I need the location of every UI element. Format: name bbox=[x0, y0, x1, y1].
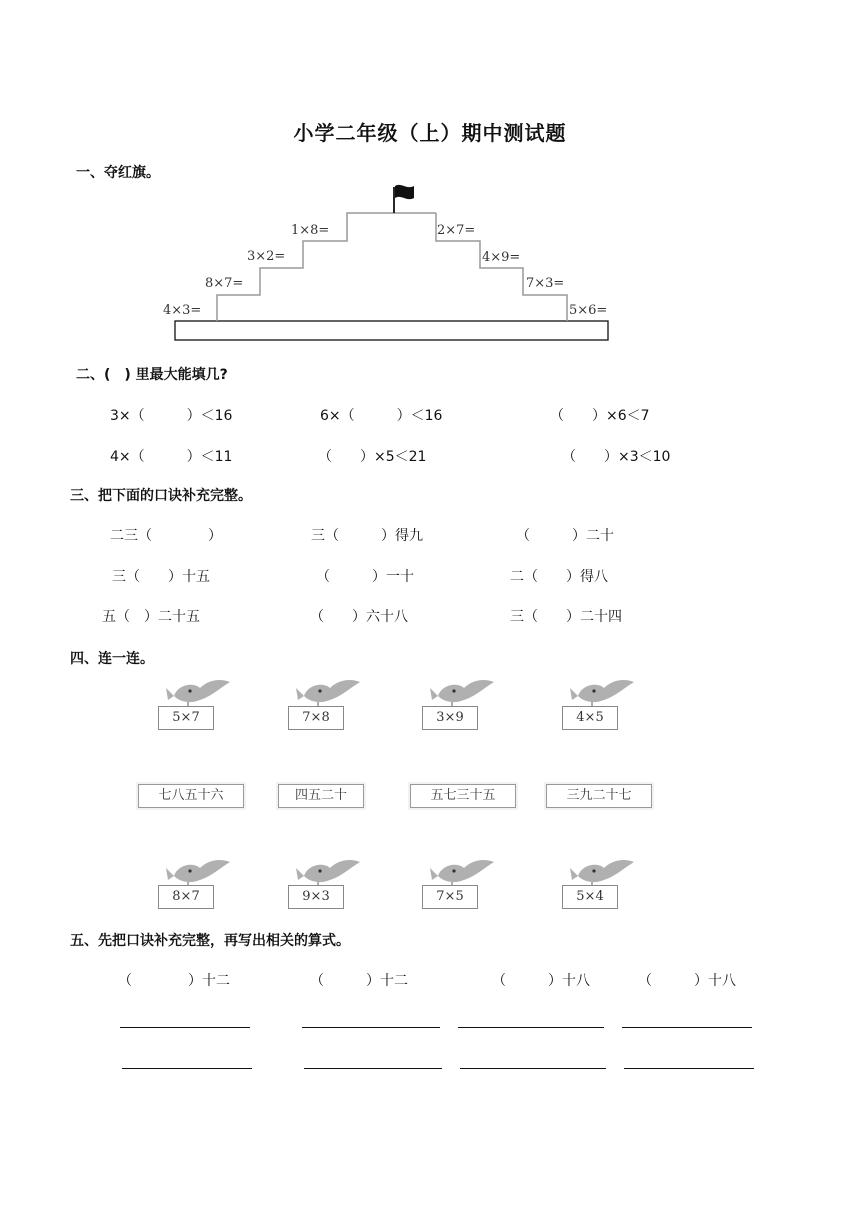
rhyme-box[interactable]: 五七三十五 bbox=[410, 784, 516, 808]
step-right-2: 4×9= bbox=[482, 250, 521, 265]
answer-line[interactable] bbox=[624, 1068, 754, 1069]
ineq-4: 4×（ ）＜11 bbox=[110, 449, 233, 465]
section-4-heading: 四、连一连。 bbox=[70, 651, 154, 667]
ineq-1: 3×（ ）＜16 bbox=[110, 408, 233, 424]
top-expr-box[interactable]: 5×7 bbox=[158, 706, 214, 730]
rhyme-2: 三（ ）得九 bbox=[311, 528, 423, 544]
step-right-4: 5×6= bbox=[569, 303, 608, 318]
step-left-3: 3×2= bbox=[247, 249, 286, 264]
bottom-expr-box[interactable]: 8×7 bbox=[158, 885, 214, 909]
bird-icon bbox=[570, 680, 634, 706]
rhyme-1: 二三（ ） bbox=[110, 528, 222, 544]
answer-line[interactable] bbox=[304, 1068, 442, 1069]
step-left-4: 1×8= bbox=[291, 223, 330, 238]
rhyme-box[interactable]: 七八五十六 bbox=[138, 784, 244, 808]
fill-rhyme-1: （ ）十二 bbox=[118, 973, 230, 989]
fill-rhyme-2: （ ）十二 bbox=[310, 973, 408, 989]
answer-line[interactable] bbox=[302, 1027, 440, 1028]
top-expr-box[interactable]: 7×8 bbox=[288, 706, 344, 730]
rhyme-9: 三（ ）二十四 bbox=[510, 609, 622, 625]
ineq-3: （ ）×6＜7 bbox=[550, 408, 650, 424]
rhyme-box[interactable]: 四五二十 bbox=[278, 784, 364, 808]
section-2-heading: 二、( ) 里最大能填几? bbox=[76, 367, 228, 383]
ineq-5: （ ）×5＜21 bbox=[318, 449, 427, 465]
answer-line[interactable] bbox=[460, 1068, 606, 1069]
bird-icon bbox=[296, 680, 360, 706]
rhyme-5: （ ）一十 bbox=[316, 569, 414, 585]
ineq-2: 6×（ ）＜16 bbox=[320, 408, 443, 424]
bird-icon bbox=[430, 680, 494, 706]
answer-line[interactable] bbox=[122, 1068, 252, 1069]
step-right-3: 7×3= bbox=[526, 276, 565, 291]
rhyme-3: （ ）二十 bbox=[516, 528, 614, 544]
bird-icon bbox=[166, 680, 230, 706]
rhyme-4: 三（ ）十五 bbox=[112, 569, 210, 585]
fill-rhyme-3: （ ）十八 bbox=[492, 973, 590, 989]
rhyme-6: 二（ ）得八 bbox=[510, 569, 608, 585]
ineq-6: （ ）×3＜10 bbox=[562, 449, 671, 465]
section-3-heading: 三、把下面的口诀补充完整。 bbox=[70, 488, 252, 504]
section-1-heading: 一、夺红旗。 bbox=[76, 165, 160, 181]
bottom-expr-box[interactable]: 9×3 bbox=[288, 885, 344, 909]
rhyme-8: （ ）六十八 bbox=[310, 609, 408, 625]
rhyme-box[interactable]: 三九二十七 bbox=[546, 784, 652, 808]
step-left-2: 8×7= bbox=[205, 276, 244, 291]
answer-line[interactable] bbox=[120, 1027, 250, 1028]
bird-icon bbox=[570, 860, 634, 886]
page-title: 小学二年级（上）期中测试题 bbox=[293, 121, 567, 145]
bird-icon bbox=[296, 860, 360, 886]
top-expr-box[interactable]: 3×9 bbox=[422, 706, 478, 730]
rhyme-7: 五（ ）二十五 bbox=[102, 609, 200, 625]
fill-rhyme-4: （ ）十八 bbox=[638, 973, 736, 989]
top-expr-box[interactable]: 4×5 bbox=[562, 706, 618, 730]
section-5-heading: 五、先把口诀补充完整，再写出相关的算式。 bbox=[70, 933, 350, 949]
bird-icon bbox=[166, 860, 230, 886]
step-right-1: 2×7= bbox=[437, 223, 476, 238]
step-left-1: 4×3= bbox=[163, 303, 202, 318]
answer-line[interactable] bbox=[458, 1027, 604, 1028]
bottom-expr-box[interactable]: 7×5 bbox=[422, 885, 478, 909]
answer-line[interactable] bbox=[622, 1027, 752, 1028]
bottom-expr-box[interactable]: 5×4 bbox=[562, 885, 618, 909]
bird-icon bbox=[430, 860, 494, 886]
